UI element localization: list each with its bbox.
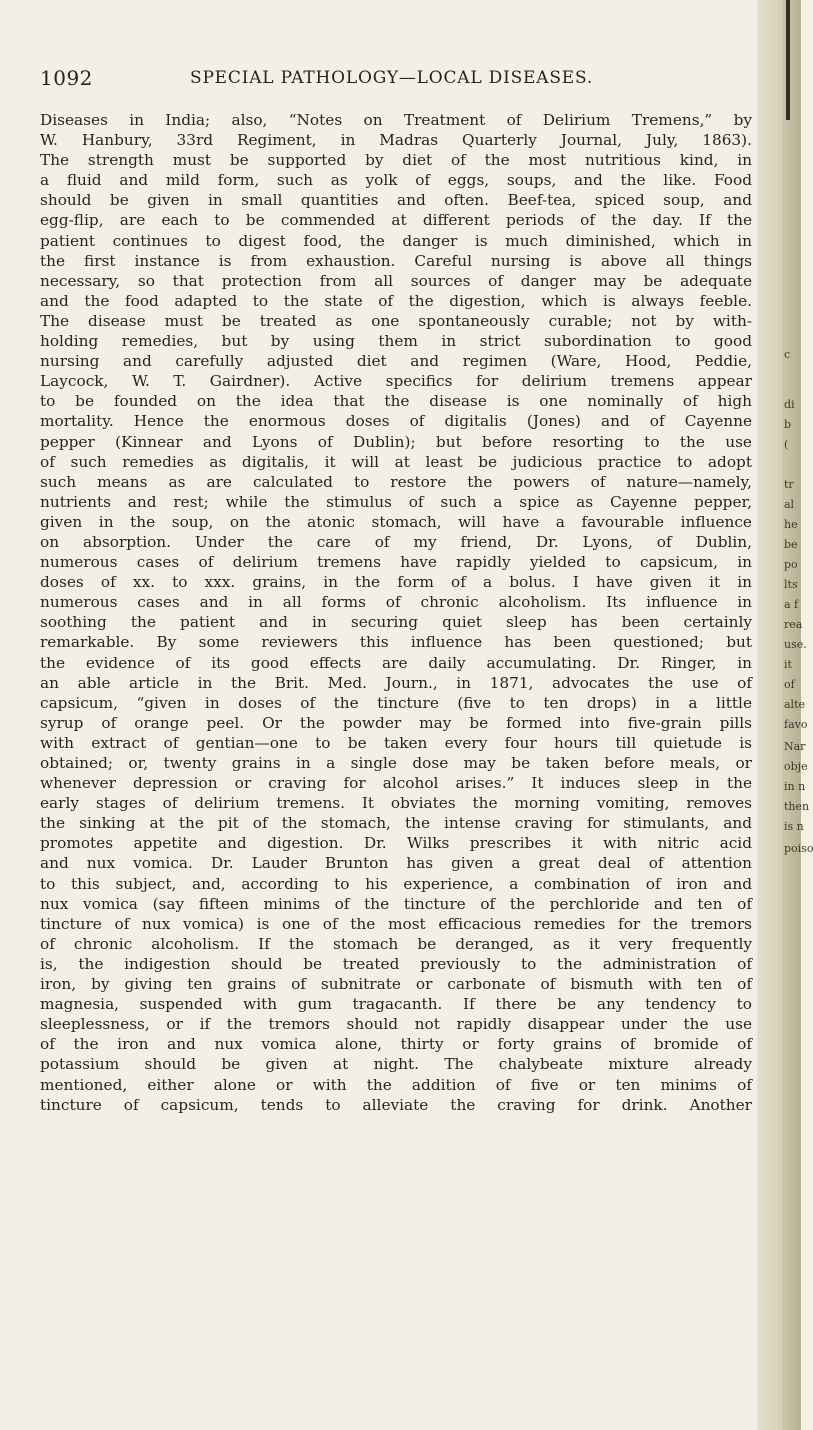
text-line: magnesia, suspended with gum tragacanth. If there be any tendency to — [40, 995, 752, 1014]
text-line: W. Hanbury, 33rd Regiment, in Madras Quarterly Journal, July, 1863). — [40, 131, 752, 150]
text-line: promotes appetite and digestion. Dr. Wilks prescribes it with nitric acid — [40, 834, 752, 853]
text-line: capsicum, “given in doses of the tincture (five to ten drops) in a little — [40, 693, 752, 712]
text-line: iron, by giving ten grains of subnitrate or carbonate of bismuth with ten of — [40, 975, 752, 994]
text-line: and nux vomica. Dr. Lauder Brunton has given a great deal of attention — [40, 854, 752, 873]
facing-page-fragment: it — [784, 658, 792, 671]
text-line: with extract of gentian—one to be taken every four hours till quietude is — [40, 733, 752, 752]
text-line: a fluid and mild form, such as yolk of eggs, soups, and the like. Food — [40, 171, 752, 190]
text-line: holding remedies, but by using them in strict subordination to good — [40, 332, 752, 351]
text-line: The disease must be treated as one spontaneously curable; not by with- — [40, 311, 752, 330]
facing-page-fragment: rea — [784, 618, 803, 631]
text-line: potassium should be given at night. The chalybeate mixture already — [40, 1055, 752, 1074]
text-line: obtained; or, twenty grains in a single dose may be taken before meals, or — [40, 754, 752, 772]
facing-page-fragment: a f — [784, 598, 799, 611]
facing-page-fragment: poiso — [784, 842, 813, 855]
facing-page-fragment: lts — [784, 578, 798, 591]
text-line: of chronic alcoholism. If the stomach be deranged, as it very frequently — [40, 934, 752, 953]
facing-page-fragment: is n — [784, 820, 804, 833]
text-line: nursing and carefully adjusted diet and regimen (Ware, Hood, Peddie, — [40, 352, 752, 371]
text-line: patient continues to digest food, the danger is much diminished, which in — [40, 231, 752, 250]
text-line: nutrients and rest; while the stimulus of such a spice as Cayenne pepper, — [40, 492, 752, 511]
facing-page-fragment: tr — [784, 478, 794, 491]
text-line: Laycock, W. T. Gairdner). Active specifics for delirium tremens appear — [40, 372, 752, 391]
facing-page-fragment: he — [784, 518, 798, 531]
text-line: whenever depression or craving for alcohol arises.” It induces sleep in the — [40, 774, 752, 793]
facing-page-fragment: favo — [784, 718, 808, 731]
facing-page-fragment: c — [784, 348, 791, 361]
text-line: the evidence of its good effects are daily accumulating. Dr. Ringer, in — [40, 653, 752, 672]
text-line: numerous cases of delirium tremens have rapidly yielded to capsicum, in — [40, 553, 752, 572]
facing-page-fragment: alte — [784, 698, 806, 711]
facing-page-fragment: then — [784, 800, 810, 813]
text-line: The strength must be supported by diet of the most nutritious kind, in — [40, 151, 752, 170]
facing-page-fragment: of — [784, 678, 795, 691]
text-line: pepper (Kinnear and Lyons of Dublin); but before resorting to the use — [40, 432, 752, 451]
text-line: is, the indigestion should be treated previously to the administration of — [40, 954, 752, 973]
body-text — [40, 110, 752, 1115]
text-line: of such remedies as digitalis, it will at least be judicious practice to adopt — [40, 452, 752, 471]
text-line: sleeplessness, or if the tremors should not rapidly disappear under the use — [40, 1015, 752, 1034]
text-line: should be given in small quantities and often. Beef-tea, spiced soup, and — [40, 191, 752, 210]
text-line: and the food adapted to the state of the digestion, which is always feeble. — [40, 291, 752, 310]
text-line: the first instance is from exhaustion. Careful nursing is above all things — [40, 251, 752, 270]
text-line: necessary, so that protection from all sources of danger may be adequate — [40, 271, 752, 290]
facing-page-fragment: obje — [784, 760, 808, 773]
facing-page-fragment: be — [784, 538, 798, 551]
text-line: of the iron and nux vomica alone, thirty or forty grains of bromide of — [40, 1035, 752, 1054]
facing-page-text-fragments — [784, 0, 813, 1430]
text-line: mentioned, either alone or with the addition of five or ten minims of — [40, 1075, 752, 1094]
facing-page-fragment: Nar — [784, 740, 806, 753]
text-line: to be founded on the idea that the disease is one nominally of high — [40, 392, 752, 411]
text-line: Diseases in India; also, “Notes on Treatment of Delirium Tremens,” by — [40, 111, 752, 129]
text-line: given in the soup, on the atonic stomach, will have a favourable influence — [40, 512, 752, 531]
text-line: to this subject, and, according to his experience, a combination of iron and — [40, 874, 752, 893]
text-line: mortality. Hence the enormous doses of digitalis (Jones) and of Cayenne — [40, 412, 752, 431]
text-line: early stages of delirium tremens. It obviates the morning vomiting, removes — [40, 794, 752, 813]
text-line: remarkable. By some reviewers this influence has been questioned; but — [40, 633, 752, 652]
text-line: on absorption. Under the care of my friend, Dr. Lyons, of Dublin, — [40, 532, 752, 551]
section-title: SPECIAL PATHOLOGY—LOCAL DISEASES. — [190, 68, 594, 88]
facing-page-fragment: ( — [784, 438, 789, 451]
facing-page-fragment: b — [784, 418, 792, 431]
text-line: soothing the patient and in securing quiet sleep has been certainly — [40, 613, 752, 632]
facing-page-fragment: di — [784, 398, 795, 411]
text-line: such means as are calculated to restore the powers of nature—namely, — [40, 472, 752, 491]
running-head — [40, 66, 740, 96]
facing-page-fragment: in n — [784, 780, 806, 793]
text-line: tincture of capsicum, tends to alleviate the craving for drink. Another — [40, 1095, 752, 1114]
text-line: doses of xx. to xxx. grains, in the form of a bolus. I have given it in — [40, 573, 752, 592]
text-line: numerous cases and in all forms of chronic alcoholism. Its influence in — [40, 593, 752, 612]
facing-page-fragment: po — [784, 558, 798, 571]
facing-page-fragment: use. — [784, 638, 807, 651]
text-line: an able article in the Brit. Med. Journ., in 1871, advocates the use of — [40, 673, 752, 692]
text-line: tincture of nux vomica) is one of the most efficacious remedies for the tremors — [40, 914, 752, 933]
text-line: syrup of orange peel. Or the powder may be formed into five-grain pills — [40, 713, 752, 732]
text-line: nux vomica (say fifteen minims of the tincture of the perchloride and ten of — [40, 894, 752, 913]
text-line: egg-flip, are each to be commended at different periods of the day. If the — [40, 211, 752, 230]
page-number: 1092 — [40, 66, 93, 90]
facing-page-fragment: al — [784, 498, 795, 511]
text-line: the sinking at the pit of the stomach, the intense craving for stimulants, and — [40, 814, 752, 833]
